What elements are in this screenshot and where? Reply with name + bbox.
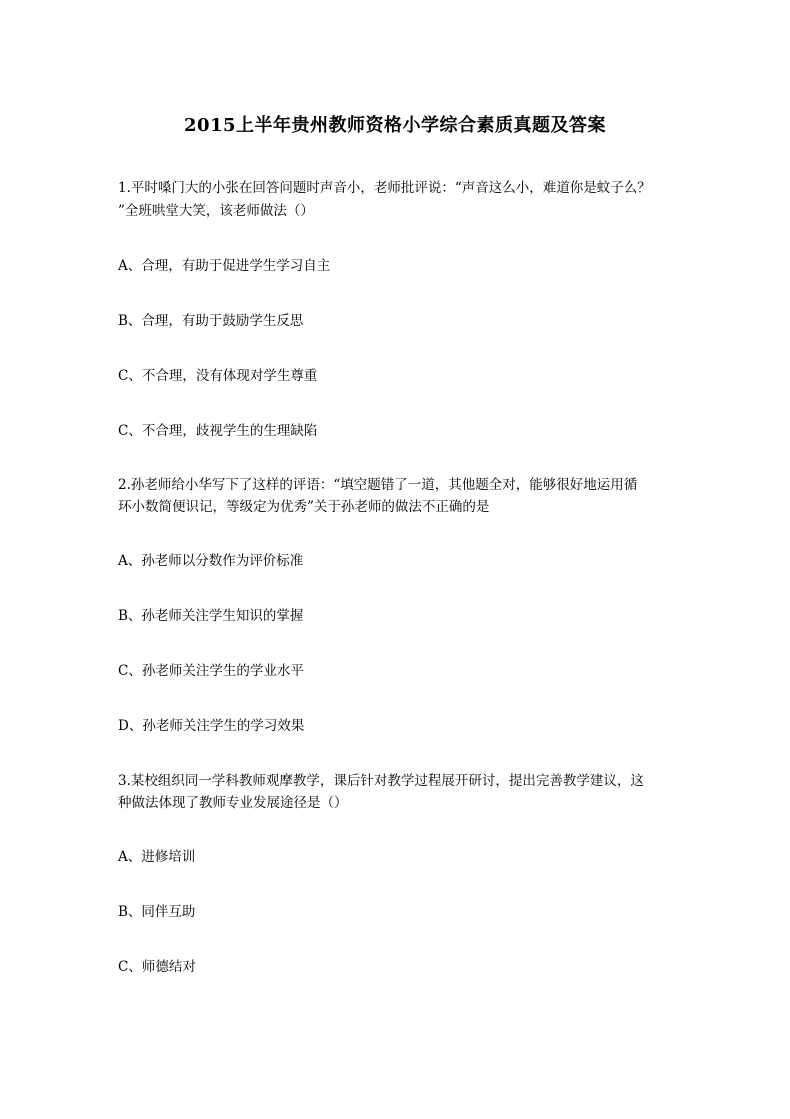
question-3-option-b: B、同伴互助	[118, 904, 196, 920]
question-2-option-d: D、孙老师关注学生的学习效果	[118, 718, 305, 734]
question-1-stem-line-1: 1.平时嗓门大的小张在回答问题时声音小，老师批评说：“声音这么小，难道你是蚊子么？	[118, 180, 651, 196]
question-2-stem-line-1: 2.孙老师给小华写下了这样的评语：“填空题错了一道，其他题全对，能够很好地运用循	[118, 477, 638, 493]
question-1-stem-line-2: ”全班哄堂大笑，该老师做法（）	[118, 203, 314, 219]
document-title: 2015上半年贵州教师资格小学综合素质真题及答案	[183, 115, 607, 136]
question-3-stem-line-1: 3.某校组织同一学科教师观摩教学，课后针对教学过程展开研讨，提出完善教学建议，这	[118, 773, 644, 789]
question-1-option-c: C、不合理，没有体现对学生尊重	[118, 368, 318, 384]
question-1-option-d: C、不合理，歧视学生的生理缺陷	[118, 423, 318, 439]
question-3-option-c: C、师德结对	[118, 959, 196, 975]
question-2-option-a: A、孙老师以分数作为评价标准	[118, 553, 304, 569]
question-3-option-a: A、进修培训	[118, 849, 196, 865]
question-2-option-b: B、孙老师关注学生知识的掌握	[118, 608, 304, 624]
question-1-option-a: A、合理，有助于促进学生学习自主	[118, 258, 331, 274]
question-2-option-c: C、孙老师关注学生的学业水平	[118, 663, 304, 679]
question-1-option-b: B、合理，有助于鼓励学生反思	[118, 313, 304, 329]
question-2-stem-line-2: 环小数简便识记，等级定为优秀”关于孙老师的做法不正确的是	[118, 499, 490, 515]
question-3-stem-line-2: 种做法体现了教师专业发展途径是（）	[118, 795, 348, 811]
